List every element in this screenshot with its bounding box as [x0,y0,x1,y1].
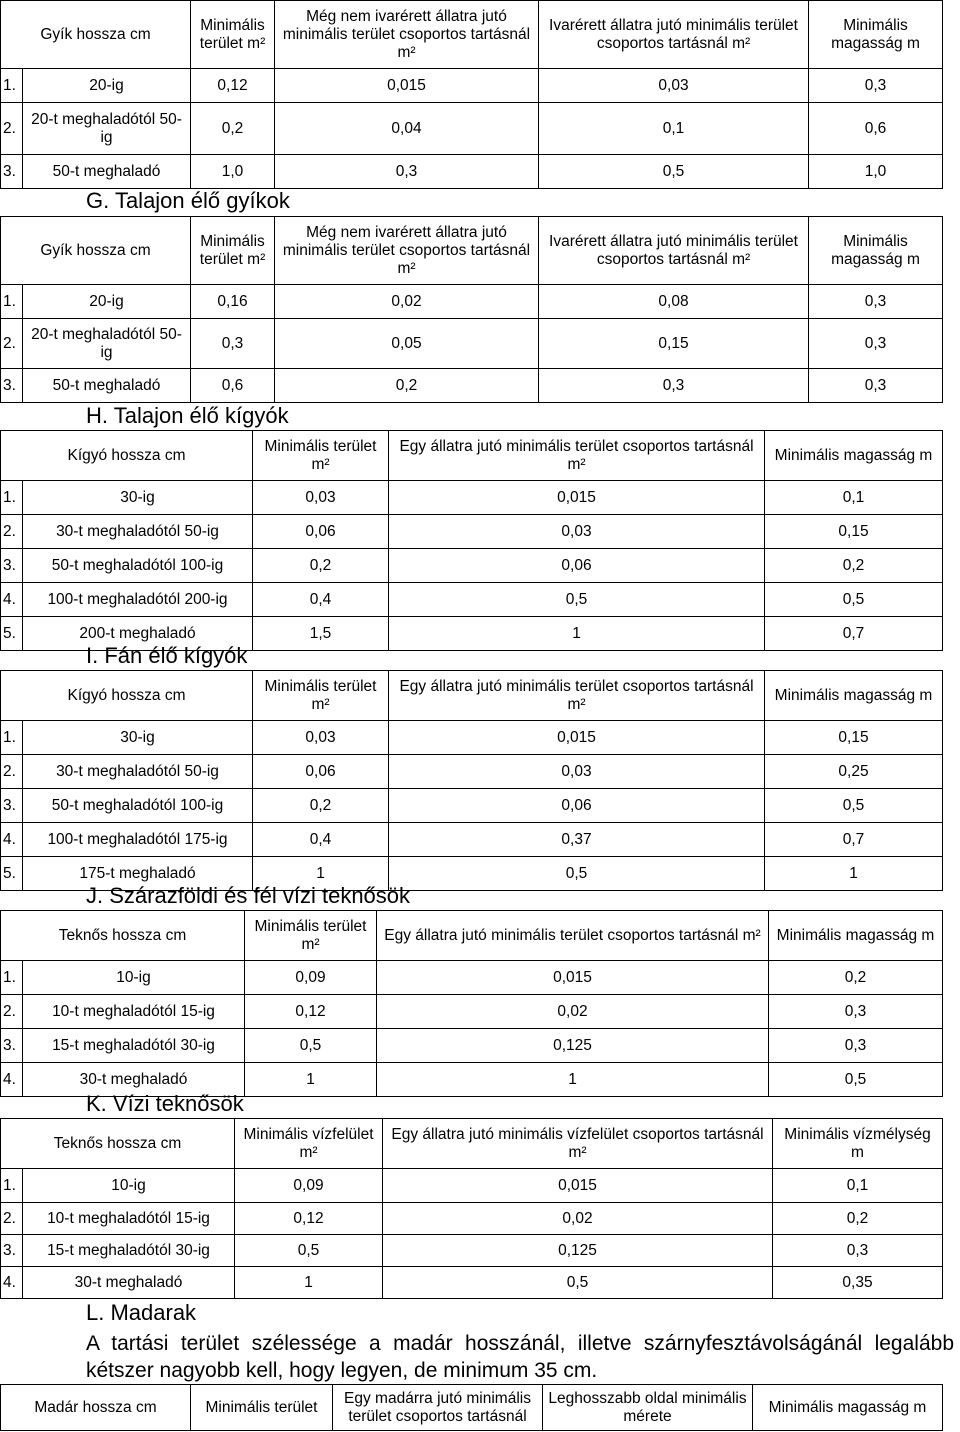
row-group-area: 0,125 [377,1029,769,1063]
row-min-area: 0,03 [253,721,389,755]
header-min-height: Minimális magasság m [809,217,943,285]
row-length: 100-t meghaladótól 175-ig [23,823,253,857]
row-group-area: 0,02 [377,995,769,1029]
row-group-area: 0,015 [389,481,765,515]
header-group-area: Egy madárra jutó minimális terület csoportos tartásnál [333,1385,543,1431]
row-group-area: 0,5 [389,857,765,891]
row-adult-area: 0,3 [539,369,809,403]
table-row [1,155,943,189]
row-length: 20-ig [23,285,191,319]
row-min-area: 0,03 [253,481,389,515]
row-index: 4. [1,1063,23,1097]
row-length: 50-t meghaladó [23,369,191,403]
row-min-height: 0,2 [769,961,943,995]
row-adult-area: 0,15 [539,319,809,369]
row-min-height: 0,25 [765,755,943,789]
row-juvenile-area: 0,015 [275,69,539,103]
row-index: 5. [1,857,23,891]
table-row [1,285,943,319]
header-length: Kígyó hossza cm [1,671,253,721]
row-min-area: 1 [253,857,389,891]
row-group-area: 1 [389,617,765,651]
table-row [1,103,943,155]
row-index: 1. [1,961,23,995]
table-row [1,69,943,103]
header-min-height: Minimális magasság m [765,671,943,721]
row-juvenile-area: 0,2 [275,369,539,403]
row-min-height: 0,2 [765,549,943,583]
row-min-height: 0,7 [765,823,943,857]
header-min-area: Minimális terület m² [191,1,275,69]
row-length: 30-t meghaladó [23,1063,245,1097]
row-juvenile-area: 0,3 [275,155,539,189]
row-length: 10-ig [23,1169,235,1203]
header-adult-area: Ivarérett állatra jutó minimális terület csoportos tartásnál m² [539,1,809,69]
row-adult-area: 0,03 [539,69,809,103]
row-min-height: 0,6 [809,103,943,155]
row-group-water-surface: 0,015 [383,1169,773,1203]
row-length: 20-t meghaladótól 50-ig [23,103,191,155]
row-index: 1. [1,1169,23,1203]
table-row [1,1203,943,1235]
row-min-area: 1,0 [191,155,275,189]
row-min-area: 0,4 [253,823,389,857]
row-index: 1. [1,481,23,515]
row-length: 50-t meghaladótól 100-ig [23,789,253,823]
table-row [1,823,943,857]
header-length: Madár hossza cm [1,1385,191,1431]
row-group-area: 1 [377,1063,769,1097]
row-juvenile-area: 0,04 [275,103,539,155]
row-min-water-depth: 0,35 [773,1267,943,1299]
header-length: Teknős hossza cm [1,911,245,961]
row-min-height: 0,7 [765,617,943,651]
header-juvenile-area: Még nem ivarérett állatra jutó minimális terület csoportos tartásnál m² [275,217,539,285]
row-length: 20-t meghaladótól 50-ig [23,319,191,369]
header-min-area: Minimális terület m² [245,911,377,961]
row-min-water-depth: 0,2 [773,1203,943,1235]
row-min-area: 1 [245,1063,377,1097]
row-length: 15-t meghaladótól 30-ig [23,1029,245,1063]
row-length: 30-t meghaladó [23,1267,235,1299]
header-min-height: Minimális magasság m [765,431,943,481]
row-index: 2. [1,1203,23,1235]
row-min-area: 0,16 [191,285,275,319]
row-min-height: 0,3 [769,1029,943,1063]
row-min-area: 1,5 [253,617,389,651]
row-length: 30-ig [23,481,253,515]
row-min-height: 1,0 [809,155,943,189]
table-row [1,481,943,515]
row-min-area: 0,2 [253,549,389,583]
header-length: Gyík hossza cm [1,1,191,69]
row-min-water-surface: 0,12 [235,1203,383,1235]
row-juvenile-area: 0,02 [275,285,539,319]
row-min-water-surface: 0,09 [235,1169,383,1203]
table-h [0,430,943,651]
section-title-j: J. Szárazföldi és fél vízi teknősök [86,883,411,908]
row-min-water-surface: 1 [235,1267,383,1299]
row-juvenile-area: 0,05 [275,319,539,369]
row-group-area: 0,015 [377,961,769,995]
header-min-height: Minimális magasság m [809,1,943,69]
row-index: 1. [1,721,23,755]
row-min-height: 0,15 [765,721,943,755]
header-length: Gyík hossza cm [1,217,191,285]
table-row [1,369,943,403]
row-index: 3. [1,1029,23,1063]
row-adult-area: 0,08 [539,285,809,319]
row-index: 4. [1,823,23,857]
row-index: 2. [1,515,23,549]
row-min-water-depth: 0,1 [773,1169,943,1203]
row-min-height: 1 [765,857,943,891]
row-group-water-surface: 0,5 [383,1267,773,1299]
table-row [1,789,943,823]
row-index: 2. [1,103,23,155]
row-length: 10-ig [23,961,245,995]
row-min-area: 0,4 [253,583,389,617]
row-length: 10-t meghaladótól 15-ig [23,1203,235,1235]
row-min-area: 0,2 [253,789,389,823]
table-row [1,549,943,583]
row-min-area: 0,06 [253,755,389,789]
section-title-k: K. Vízi teknősök [86,1091,244,1116]
row-index: 3. [1,789,23,823]
row-length: 30-t meghaladótól 50-ig [23,515,253,549]
section-title-l: L. Madarak [86,1300,197,1325]
row-min-height: 0,5 [765,583,943,617]
table-row [1,515,943,549]
table-g [0,216,943,403]
header-length: Kígyó hossza cm [1,431,253,481]
row-length: 15-t meghaladótól 30-ig [23,1235,235,1267]
header-group-area: Egy állatra jutó minimális terület csoportos tartásnál m² [377,911,769,961]
header-min-height: Minimális magasság m [753,1385,943,1431]
header-juvenile-area: Még nem ivarérett állatra jutó minimális terület csoportos tartásnál m² [275,1,539,69]
header-group-area: Egy állatra jutó minimális terület csoportos tartásnál m² [389,431,765,481]
section-title-g: G. Talajon élő gyíkok [86,188,290,213]
table-k [0,1118,943,1299]
row-group-area: 0,06 [389,549,765,583]
table-row [1,1169,943,1203]
row-min-height: 0,3 [769,995,943,1029]
row-adult-area: 0,1 [539,103,809,155]
row-min-height: 0,3 [809,285,943,319]
row-min-height: 0,3 [809,69,943,103]
row-min-area: 0,2 [191,103,275,155]
row-group-water-surface: 0,02 [383,1203,773,1235]
table-row [1,319,943,369]
row-min-area: 0,5 [245,1029,377,1063]
row-group-area: 0,06 [389,789,765,823]
row-min-area: 0,09 [245,961,377,995]
table-i [0,670,943,891]
table-row [1,721,943,755]
row-min-height: 0,15 [765,515,943,549]
row-min-area: 0,12 [191,69,275,103]
row-index: 3. [1,1235,23,1267]
table-j [0,910,943,1097]
row-index: 3. [1,549,23,583]
row-min-height: 0,3 [809,319,943,369]
row-min-height: 0,5 [765,789,943,823]
header-min-height: Minimális magasság m [769,911,943,961]
table-row [1,583,943,617]
row-group-area: 0,015 [389,721,765,755]
row-group-area: 0,03 [389,515,765,549]
row-index: 5. [1,617,23,651]
row-group-water-surface: 0,125 [383,1235,773,1267]
row-index: 1. [1,69,23,103]
row-min-area: 0,12 [245,995,377,1029]
header-adult-area: Ivarérett állatra jutó minimális terület csoportos tartásnál m² [539,217,809,285]
row-group-area: 0,03 [389,755,765,789]
table-row [1,755,943,789]
row-length: 100-t meghaladótól 200-ig [23,583,253,617]
row-index: 1. [1,285,23,319]
row-length: 50-t meghaladótól 100-ig [23,549,253,583]
row-min-height: 0,1 [765,481,943,515]
row-min-height: 0,5 [769,1063,943,1097]
header-group-water-surface: Egy állatra jutó minimális vízfelület csoportos tartásnál m² [383,1119,773,1169]
header-min-area: Minimális terület [191,1385,333,1431]
row-min-area: 0,06 [253,515,389,549]
header-min-area: Minimális terület m² [253,431,389,481]
row-min-area: 0,6 [191,369,275,403]
table-row [1,1267,943,1299]
table-l [0,1384,943,1431]
table-e-tail [0,0,943,189]
row-min-water-depth: 0,3 [773,1235,943,1267]
header-min-water-surface: Minimális vízfelület m² [235,1119,383,1169]
section-l-paragraph: A tartási terület szélessége a madár hosszánál, illetve szárnyfesztávolságánál legalább kétszer nagyobb kell, hogy legyen, de minimum 35 cm. [86,1332,954,1382]
header-min-area: Minimális terület m² [191,217,275,285]
header-group-area: Egy állatra jutó minimális terület csoportos tartásnál m² [389,671,765,721]
header-min-area: Minimális terület m² [253,671,389,721]
table-row [1,961,943,995]
row-length: 50-t meghaladó [23,155,191,189]
row-group-area: 0,5 [389,583,765,617]
row-index: 4. [1,583,23,617]
row-index: 4. [1,1267,23,1299]
row-length: 10-t meghaladótól 15-ig [23,995,245,1029]
table-row [1,995,943,1029]
row-length: 30-ig [23,721,253,755]
row-adult-area: 0,5 [539,155,809,189]
section-title-h: H. Talajon élő kígyók [86,403,289,428]
section-title-i: I. Fán élő kígyók [86,643,248,668]
row-index: 3. [1,155,23,189]
row-length: 30-t meghaladótól 50-ig [23,755,253,789]
row-index: 2. [1,755,23,789]
header-length: Teknős hossza cm [1,1119,235,1169]
row-min-area: 0,3 [191,319,275,369]
table-row [1,1235,943,1267]
row-length: 20-ig [23,69,191,103]
row-length: 200-t meghaladó [23,617,253,651]
header-longest-side: Leghosszabb oldal minimális mérete [543,1385,753,1431]
row-min-water-surface: 0,5 [235,1235,383,1267]
row-index: 2. [1,995,23,1029]
row-index: 3. [1,369,23,403]
row-length: 175-t meghaladó [23,857,253,891]
row-group-area: 0,37 [389,823,765,857]
row-index: 2. [1,319,23,369]
table-row [1,1029,943,1063]
header-min-water-depth: Minimális vízmélység m [773,1119,943,1169]
row-min-height: 0,3 [809,369,943,403]
